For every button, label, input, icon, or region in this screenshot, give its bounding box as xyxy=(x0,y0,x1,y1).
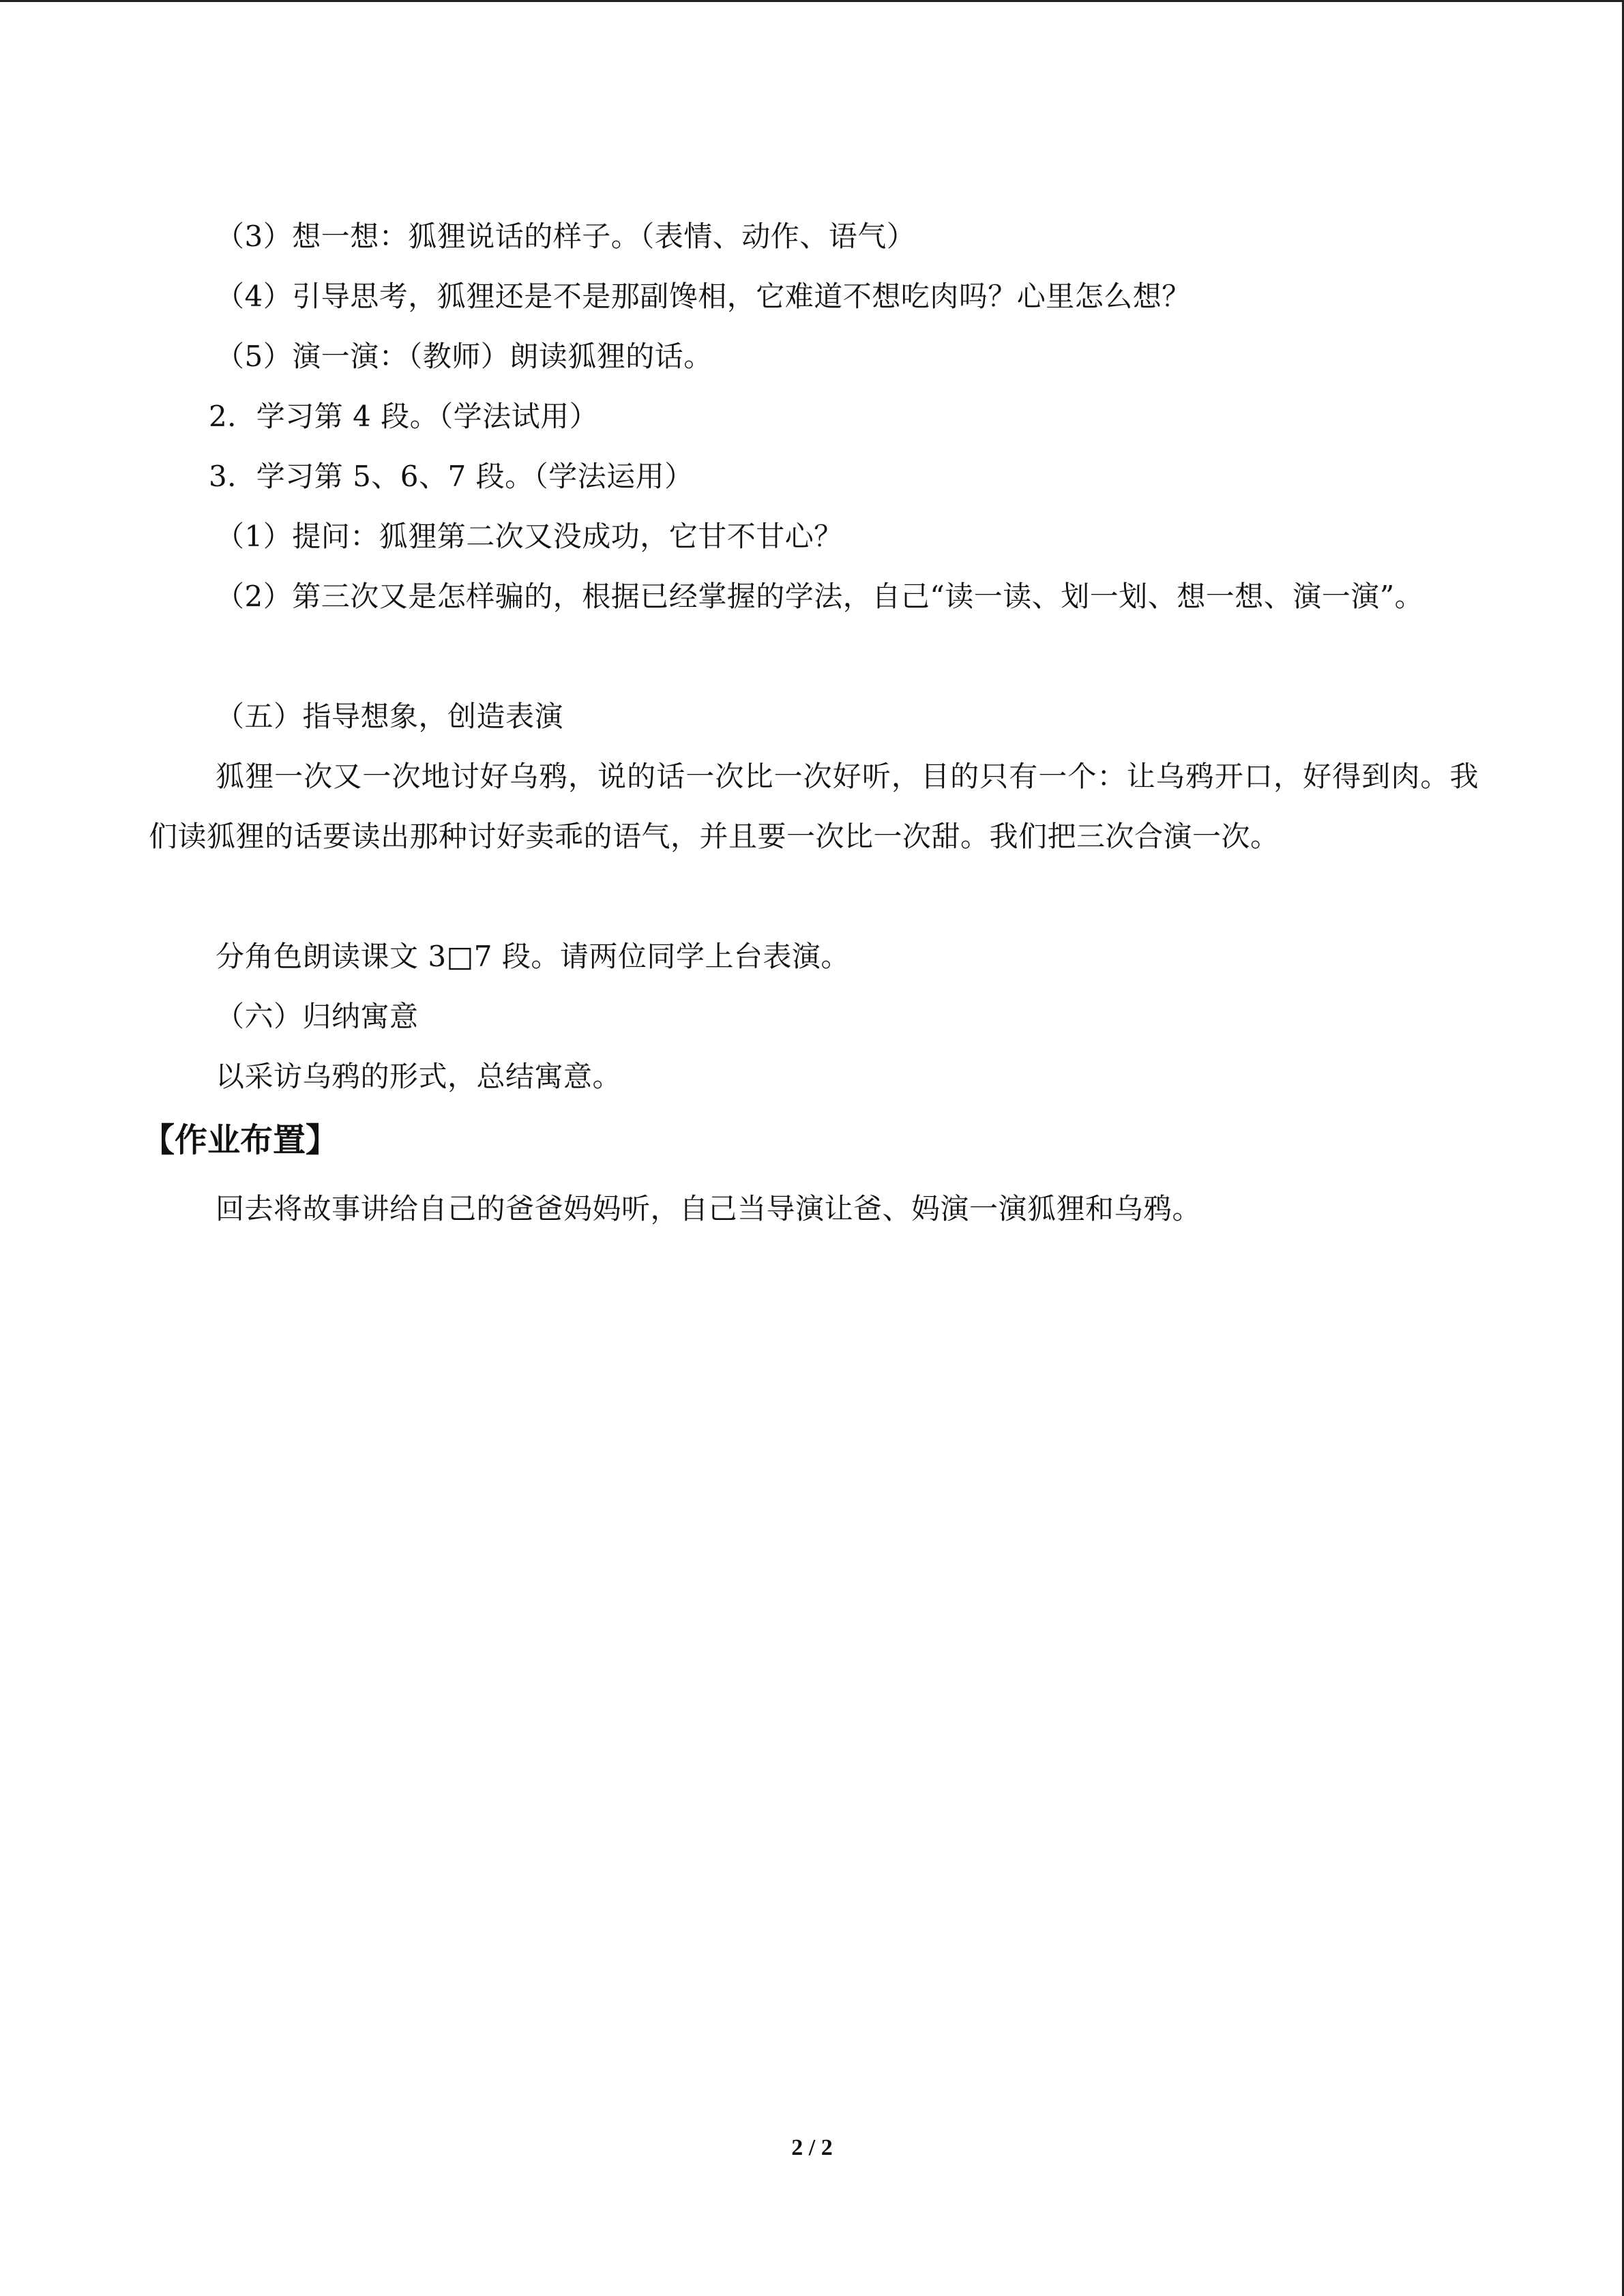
page-number: 2 / 2 xyxy=(791,2135,833,2160)
step-question: （1）提问：狐狸第二次又没成功，它甘不甘心？ xyxy=(216,520,843,553)
step-act: （5）演一演：（教师）朗读狐狸的话。 xyxy=(216,340,713,373)
summary-text: 以采访乌鸦的形式，总结寓意。 xyxy=(216,1060,622,1093)
step-guide: （4）引导思考，狐狸还是不是那副馋相，它难道不想吃肉吗？心里怎么想？ xyxy=(216,280,1191,313)
item-learn-4: 2．学习第 4 段。（学法试用） xyxy=(209,400,599,433)
item-learn-5-7: 3．学习第 5、6、7 段。（学法运用） xyxy=(209,460,694,493)
role-reading: 分角色朗读课文 3□7 段。请两位同学上台表演。 xyxy=(216,940,850,973)
section-six-heading: （六）归纳寓意 xyxy=(216,1000,419,1033)
para-third-trick: （2）第三次又是怎样骗的，根据已经掌握的学法，自己“读一读、划一划、想一想、演一演”。 xyxy=(216,580,1424,613)
homework-text: 回去将故事讲给自己的爸爸妈妈听，自己当导演让爸、妈演一演狐狸和乌鸦。 xyxy=(216,1192,1202,1225)
para-fox-flattery: 狐狸一次又一次地讨好乌鸦，说的话一次比一次好听，目的只有一个：让乌鸦开口，好得到肉。我们读狐狸的话要读出那种讨好卖乖的语气，并且要一次比一次甜。我们把三次合演一次。 xyxy=(149,760,1479,853)
section-five-heading: （五）指导想象，创造表演 xyxy=(216,700,564,733)
step-think: （3）想一想：狐狸说话的样子。（表情、动作、语气） xyxy=(216,220,916,253)
homework-heading: 【作业布置】 xyxy=(142,1121,339,1159)
